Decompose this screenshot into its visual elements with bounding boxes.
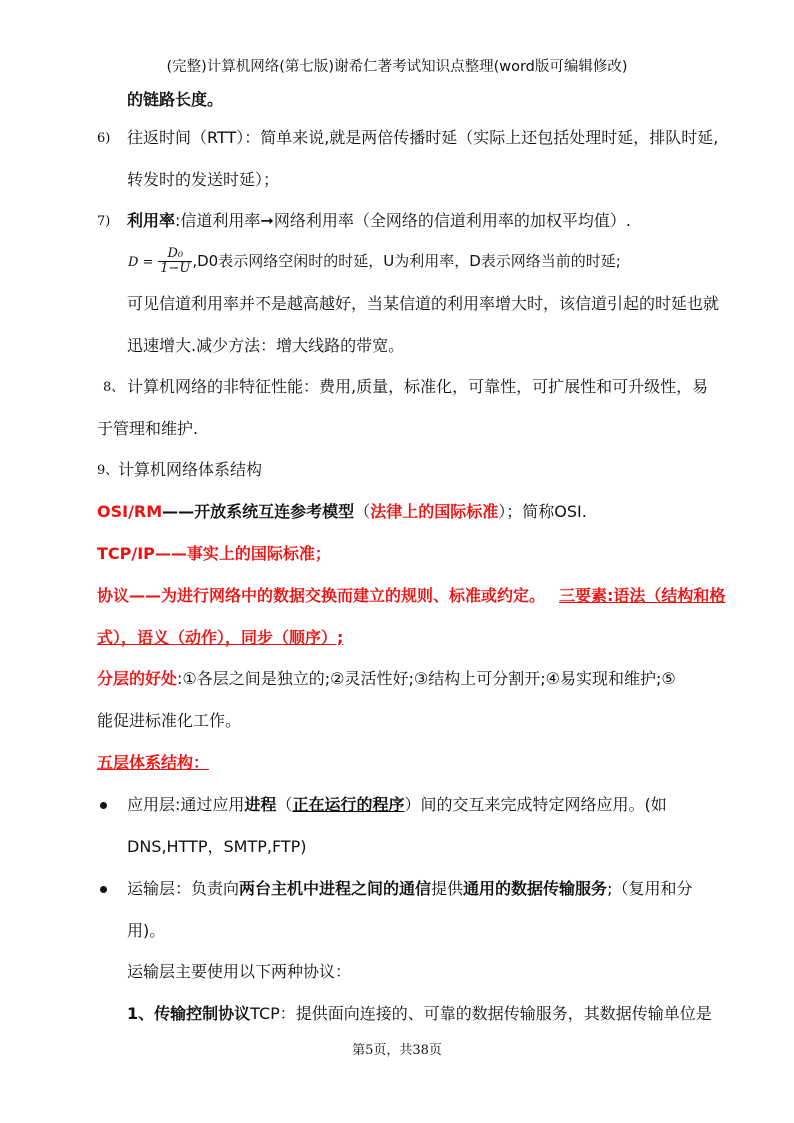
transport-layer-line1	[127, 878, 692, 900]
protocol-definition: ——为进行网络中的数据交换而建立的规则、标准或约定。	[129, 586, 546, 605]
tcp-abbr: TCP	[250, 1004, 280, 1023]
app-layer-text-a: 应用层:通过应用	[127, 795, 245, 814]
osi-abbr: OSI/RM	[97, 502, 163, 521]
app-layer-text-e: ）间的交互来完成特定网络应用。(如	[404, 795, 667, 814]
transport-general-service: 通用的数据传输服务	[463, 879, 608, 898]
page-header: (完整)计算机网络(第七版)谢希仁著考试知识点整理(word版可编辑修改)	[166, 59, 628, 75]
formula-fraction	[158, 247, 192, 276]
item9-title: 计算机网络体系结构	[118, 460, 263, 479]
item8-number: 8、	[103, 380, 125, 395]
app-layer-process: 进程	[244, 795, 277, 814]
item8-line1: 计算机网络的非特征性能：费用,质量，标准化，可靠性，可扩展性和可升级性，易	[127, 377, 709, 396]
layering-term: 分层的好处	[97, 669, 178, 688]
transport-process-comm: 两台主机中进程之间的通信	[239, 879, 432, 898]
item5-tail: 的链路长度。	[127, 90, 224, 109]
layering-line2: 能促进标准化工作。	[97, 711, 242, 730]
item7-line1	[127, 210, 631, 232]
utilization-term: 利用率	[127, 211, 176, 230]
osi-line	[97, 501, 587, 523]
bullet-dot	[100, 886, 107, 893]
app-layer-running-program: 正在运行的程序	[292, 795, 405, 814]
item9-number: 9、	[97, 463, 119, 478]
item7-line4: 迅速增大.减少方法：增大线路的带宽。	[127, 336, 405, 355]
protocol-term: 协议	[97, 586, 130, 605]
osi-name: 开放系统互连参考模型	[194, 502, 355, 521]
protocol-line1	[97, 585, 725, 607]
bullet-dot	[100, 802, 107, 809]
layering-line1	[97, 668, 676, 690]
tcpip-line: TCP/IP——事实上的国际标准；	[97, 544, 331, 563]
protocol-three-elements: 三要素:语法（结构和格	[559, 586, 726, 605]
delay-formula	[128, 243, 621, 281]
tcp-line	[127, 1003, 712, 1025]
transport-layer-line3: 运输层主要使用以下两种协议：	[127, 962, 352, 981]
item7-line3: 可见信道利用率并不是越高越好，当某信道的利用率增大时，该信道引起的时延也就	[127, 294, 720, 313]
transport-layer-line2: 用)。	[127, 921, 166, 940]
osi-rest: ；简称OSI.	[506, 502, 587, 521]
item8-line2: 于管理和维护.	[97, 419, 199, 438]
osi-dash: ——	[162, 502, 195, 521]
formula-description: ,D0表示网络空闲时的时延，U为利用率，D表示网络当前的时延;	[192, 252, 621, 270]
utilization-desc: :信道利用率➞网络利用率（全网络的信道利用率的加权平均值）.	[175, 211, 631, 230]
app-layer-paren: （	[276, 795, 293, 814]
osi-paren-open: （	[354, 502, 371, 521]
formula-lhs: D =	[128, 255, 154, 270]
osi-paren-close: ）	[498, 502, 507, 521]
five-layer-heading: 五层体系结构：	[97, 753, 210, 772]
transport-text-e: ;（复用和分	[607, 879, 693, 898]
osi-legal-standard: 法律上的国际标准	[370, 502, 499, 521]
app-layer-line2: DNS,HTTP，SMTP,FTP)	[127, 837, 307, 856]
layering-benefits: :①各层之间是独立的;②灵活性好;③结构上可分割开;④易实现和维护;⑤	[177, 669, 676, 688]
item6-number: 6)	[97, 131, 111, 146]
item6-line2: 转发时的发送时延）；	[127, 170, 280, 189]
tcp-label: 1、传输控制协议	[127, 1004, 251, 1023]
transport-text-a: 运输层：负责向	[127, 879, 240, 898]
page-footer: 第5页，共38页	[352, 1043, 442, 1058]
formula-numerator: D₀	[158, 247, 192, 262]
app-layer-line1	[127, 794, 667, 816]
tcp-description: ：提供面向连接的、可靠的数据传输服务，其数据传输单位是	[279, 1004, 712, 1023]
item7-number: 7)	[97, 214, 111, 229]
formula-denominator: 1−U	[160, 261, 191, 276]
item6-line1: 往返时间（RTT）：简单来说,就是两倍传播时延（实际上还包括处理时延，排队时延,	[127, 128, 719, 147]
transport-text-c: 提供	[431, 879, 464, 898]
protocol-line2: 式），语义（动作），同步（顺序）;	[97, 628, 344, 647]
